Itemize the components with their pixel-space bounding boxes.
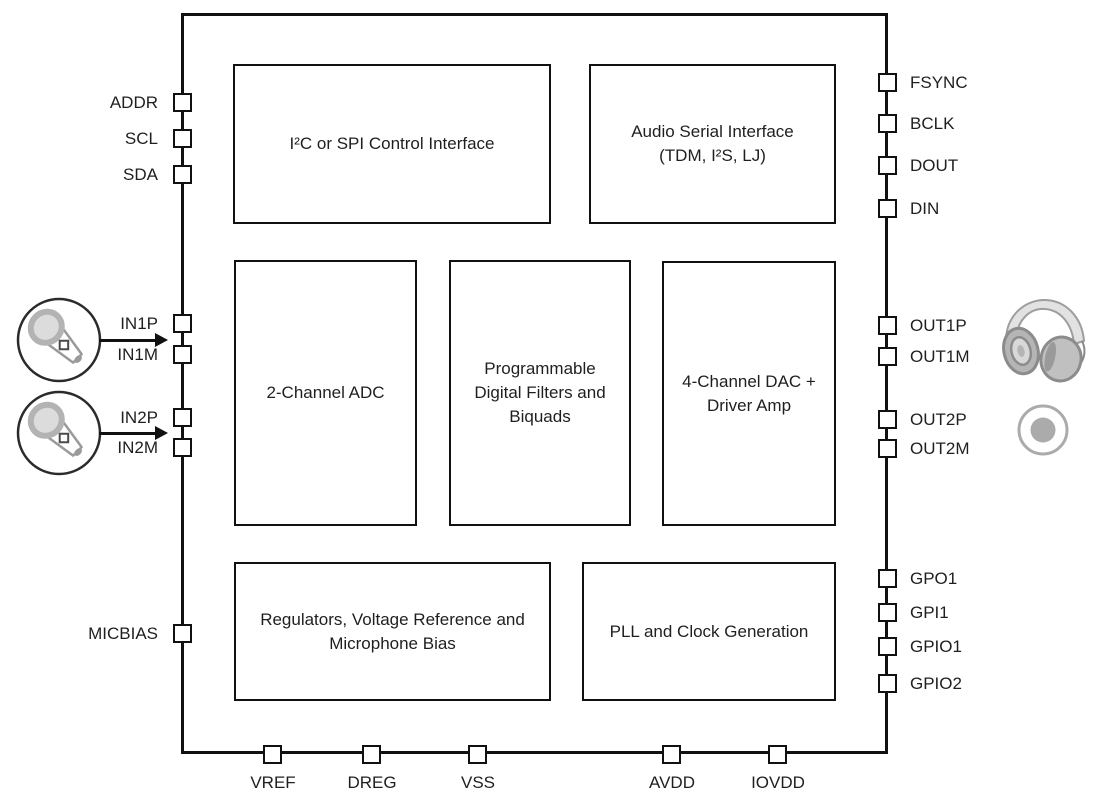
pin-label-in1m: IN1M <box>117 345 158 364</box>
pin-sda <box>173 165 192 184</box>
pin-vss <box>468 745 487 764</box>
pin-label-gpio2: GPIO2 <box>910 674 962 693</box>
block-audio-serial-interface-line2: (TDM, I²S, LJ) <box>659 146 766 165</box>
pin-in1p <box>173 314 192 333</box>
pin-label-in1p: IN1P <box>120 314 158 333</box>
pin-label-in2p: IN2P <box>120 408 158 427</box>
pin-label-bclk: BCLK <box>910 114 955 133</box>
mic1-arrow-line <box>99 339 156 342</box>
pin-label-gpo1: GPO1 <box>910 569 958 588</box>
pin-label-gpi1: GPI1 <box>910 603 949 622</box>
pin-label-out1m: OUT1M <box>910 347 970 366</box>
pin-label-fsync: FSYNC <box>910 73 968 92</box>
block-control-interface <box>233 64 551 224</box>
pin-label-dreg: DREG <box>347 773 397 792</box>
block-digital-filters-label: Programmable Digital Filters and Biquads <box>474 359 606 426</box>
pin-dreg <box>362 745 381 764</box>
pin-label-vss: VSS <box>460 773 496 792</box>
pin-in2p <box>173 408 192 427</box>
pin-label-gpio1: GPIO1 <box>910 637 962 656</box>
pin-bclk <box>878 114 897 133</box>
pin-scl <box>173 129 192 148</box>
block-pll <box>582 562 836 701</box>
pin-out1m <box>878 347 897 366</box>
pin-label-out2m: OUT2M <box>910 439 970 458</box>
microphone-icon <box>15 389 103 477</box>
pin-micbias <box>173 624 192 643</box>
pin-addr <box>173 93 192 112</box>
pin-in2m <box>173 438 192 457</box>
pin-label-micbias: MICBIAS <box>88 624 158 643</box>
pin-label-scl: SCL <box>124 129 158 148</box>
block-dac-line2: Driver Amp <box>706 395 792 415</box>
pin-label-iovdd: IOVDD <box>751 773 805 792</box>
speaker-icon <box>1016 403 1070 457</box>
mic2-arrow-line <box>99 432 156 435</box>
block-control-interface-label: I²C or SPI Control Interface <box>289 134 495 153</box>
block-dac <box>662 261 836 526</box>
pin-avdd <box>662 745 681 764</box>
pin-label-out1p: OUT1P <box>910 316 967 335</box>
pin-label-avdd: AVDD <box>649 773 695 792</box>
pin-gpo1 <box>878 569 897 588</box>
headphones-icon <box>998 293 1090 388</box>
microphone-icon <box>15 296 103 384</box>
block-digital-filters <box>449 260 631 526</box>
block-dac-line1: 4-Channel DAC + <box>682 371 816 391</box>
pin-gpi1 <box>878 603 897 622</box>
pin-gpio2 <box>878 674 897 693</box>
pin-label-sda: SDA <box>123 165 158 184</box>
block-audio-serial-interface <box>589 64 836 224</box>
pin-label-out2p: OUT2P <box>910 410 967 429</box>
block-audio-serial-interface-line1: Audio Serial Interface <box>631 122 794 141</box>
pin-gpio1 <box>878 637 897 656</box>
block-adc-label: 2-Channel ADC <box>266 383 385 402</box>
pin-label-vref: VREF <box>250 773 296 792</box>
block-pll-label: PLL and Clock Generation <box>609 621 809 641</box>
block-regulators-label: Regulators, Voltage Reference and Microphone Bias <box>260 609 525 653</box>
mic2-arrow-head <box>155 426 168 440</box>
mic1-arrow-head <box>155 333 168 347</box>
pin-label-din: DIN <box>910 199 940 218</box>
pin-fsync <box>878 73 897 92</box>
pin-out1p <box>878 316 897 335</box>
pin-din <box>878 199 897 218</box>
pin-out2m <box>878 439 897 458</box>
pin-label-in2m: IN2M <box>117 438 158 457</box>
pin-iovdd <box>768 745 787 764</box>
block-adc <box>234 260 417 526</box>
block-regulators <box>234 562 551 701</box>
pin-dout <box>878 156 897 175</box>
pin-label-addr: ADDR <box>109 93 158 112</box>
pin-vref <box>263 745 282 764</box>
pin-in1m <box>173 345 192 364</box>
pin-label-dout: DOUT <box>910 156 959 175</box>
pin-out2p <box>878 410 897 429</box>
